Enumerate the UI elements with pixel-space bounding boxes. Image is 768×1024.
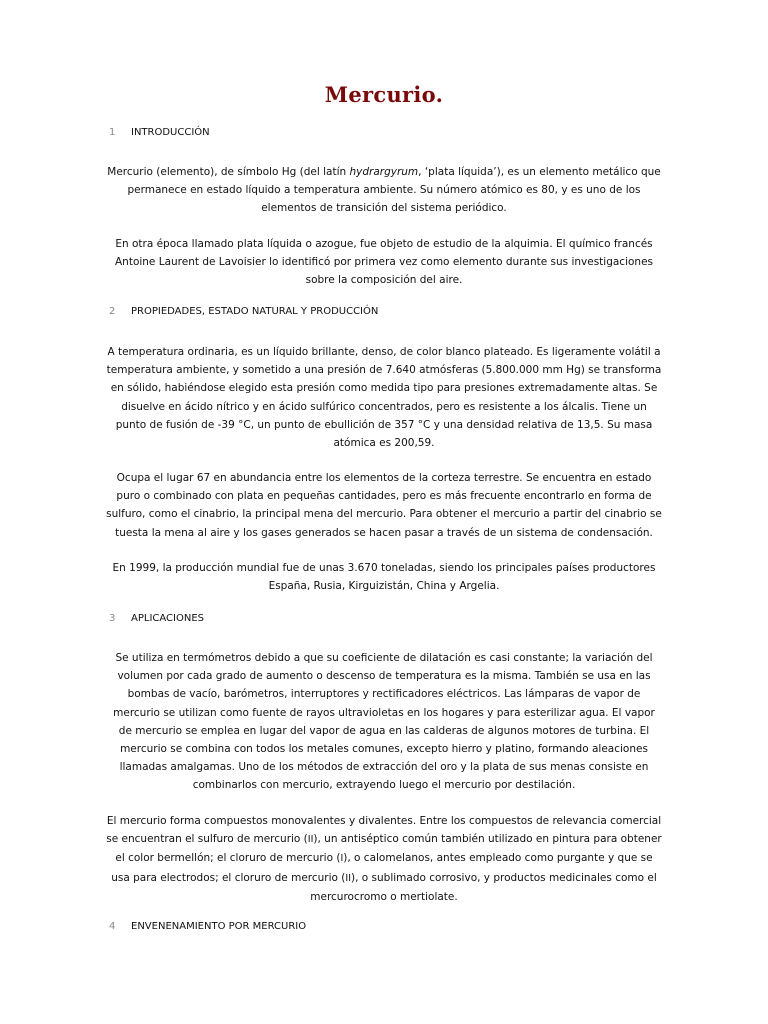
paragraph-text: El mercurio forma compuestos monovalentes y divalentes. Entre los compuestos de relevancia comercial se encuentran el sulfuro de mercurio (	[106, 815, 662, 846]
section-heading	[109, 612, 204, 626]
paragraph: En otra época llamado plata líquida o azogue, fue objeto de estudio de la alquimia. El químico francés Antoine Laurent de Lavoisier lo identificó por primera vez como elemento durante sus investigaciones sobre la composición del aire.	[114, 238, 654, 287]
paragraph-text: Mercurio (elemento), de símbolo Hg (del latín	[107, 166, 350, 178]
latin-term: hydrargyrum	[349, 166, 419, 178]
paragraph: Se utiliza en termómetros debido a que su coeficiente de dilatación es casi constante; la variación del volumen por cada grado de aumento o descenso de temperatura es la misma. También se usa en las bombas de vacío, barómetros, interruptores y rectificadores eléctricos. Las lámparas de vapor de mercurio se utilizan como fuente de rayos ultravioletas en los hogares y para esterilizar agua. El vapor de mercurio se emplea en lugar del vapor de agua en las calderas de algunos motores de turbina. El mercurio se combina con todos los metales comunes, excepto hierro y platino, formando aleaciones llamadas amalgamas. Uno de los métodos de extracción del oro y la plata de sus menas consiste en combinarlos con mercurio, extrayendo luego el mercurio por destilación.	[113, 652, 655, 792]
paragraph: A temperatura ordinaria, es un líquido brillante, denso, de color blanco plateado. Es ligeramente volátil a temperatura ambiente, y sometido a una presión de 7.640 atmósferas (5.800.000 mm Hg) se transforma en sólido, habiéndose elegido esta presión como medida tipo para presiones extremadamente altas. Se disuelve en ácido nítrico y en ácido sulfúrico concentrados, pero es resistente a los álcalis. Tiene un punto de fusión de -39 °C, un punto de ebullición de 357 °C y una densidad relativa de 13,5. Su masa atómica es 200,59.	[106, 346, 662, 450]
roman-numeral: II	[307, 834, 314, 846]
paragraph: Ocupa el lugar 67 en abundancia entre los elementos de la corteza terrestre. Se encuentra en estado puro o combinado con plata en pequeñas cantidades, pero es más frecuente encontrarlo en forma de sulfuro, como el cinabrio, la principal mena del mercurio. Para obtener el mercurio a partir del cinabrio se tuesta la mena al aire y los gases generados se hacen pasar a través de un sistema de condensación.	[106, 472, 662, 539]
paragraph	[105, 812, 663, 906]
paragraph	[105, 163, 663, 218]
section-heading-text: INTRODUCCIÓN	[131, 127, 210, 138]
roman-numeral: I	[340, 853, 344, 865]
section-heading-text: PROPIEDADES, ESTADO NATURAL Y PRODUCCIÓN	[131, 306, 379, 317]
section-heading	[109, 305, 378, 319]
paragraph-text: ), un antiséptico común también utilizado en pintura para obtener el color bermellón; el cloruro de mercurio (	[115, 833, 662, 865]
section-heading	[109, 126, 210, 140]
section-heading-text: APLICACIONES	[131, 613, 204, 624]
paragraph-text: , ‘plata líquida’), es un elemento metálico que permanece en estado líquido a temperatura ambiente. Su número atómico es 80, y es uno de los elementos de transición del sistema periódico.	[127, 166, 661, 215]
section-heading	[109, 920, 306, 934]
section-number: 2	[109, 306, 116, 317]
section-number: 3	[109, 613, 116, 624]
paragraph-text: ), o calomelanos, antes empleado como purgante y que se usa para electrodos; el cloruro de mercurio (	[111, 852, 653, 884]
section-heading-text: ENVENENAMIENTO POR MERCURIO	[131, 921, 307, 932]
document-title: Mercurio.	[324, 82, 444, 107]
section-number: 1	[109, 127, 116, 138]
paragraph-text: ), o sublimado corrosivo, y productos medicinales como el mercurocromo o mertiolate.	[310, 871, 657, 903]
roman-numeral: II	[345, 872, 351, 884]
section-number: 4	[109, 921, 116, 932]
paragraph: En 1999, la producción mundial fue de unas 3.670 toneladas, siendo los principales países productores España, Rusia, Kirguizistán, China y Argelia.	[112, 562, 656, 593]
